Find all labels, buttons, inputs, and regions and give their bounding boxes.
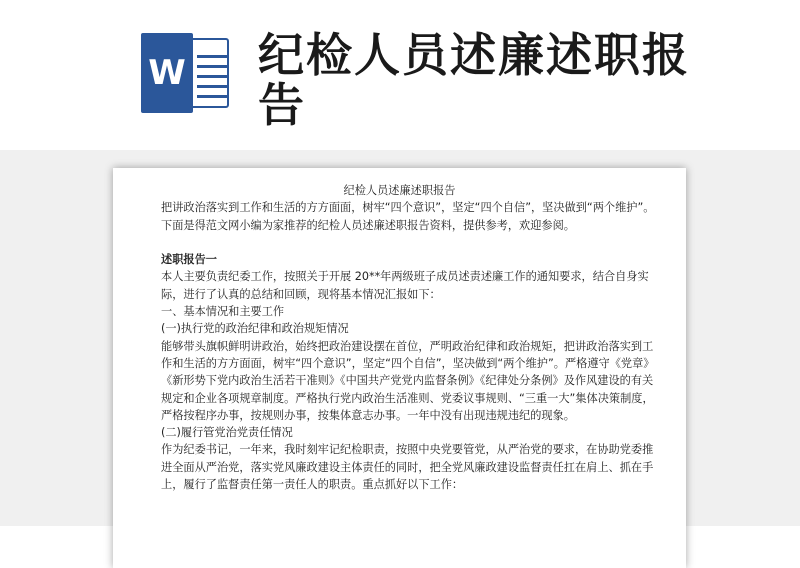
body-paragraph: 本人主要负责纪委工作，按照关于开展 20**年两级班子成员述责述廉工作的通知要求，结合自身实际，进行了认真的总结和回顾，现将基本情况汇报如下： xyxy=(161,270,649,301)
subheading: (二)履行管党治党责任情况 xyxy=(161,426,293,440)
doc-line-decoration xyxy=(197,65,227,68)
document-page xyxy=(113,168,686,568)
document-title: 纪检人员述廉述职报告 xyxy=(343,184,456,197)
body-paragraph: 能够带头旗帜鲜明讲政治，始终把政治建设摆在首位，严明政治纪律和政治规矩，把讲政治落实到工作和生活的方方面面，树牢“四个意识”，坚定“四个自信”，坚决做到“两个维护”。严格遵守《党章》《新形势下党内政治生活若干准则》《中国共产党党内监督条例》《纪律处分条例》及作风建设的有关规定和企业各项规章制度。严格执行党内政治生活准则、党委议事规则、“三重一大”集体决策制度，严格按程序办事，按规则办事，按集体意志办事。一年中没有出现违规违纪的现象。 xyxy=(161,339,655,422)
doc-line-decoration xyxy=(197,55,227,58)
subheading: (一)执行党的政治纪律和政治规矩情况 xyxy=(161,322,349,336)
doc-line-decoration xyxy=(197,85,227,88)
page-title: 纪检人员述廉述职报告 xyxy=(258,28,690,132)
word-doc-icon xyxy=(141,33,233,113)
blank-line xyxy=(161,234,664,251)
header xyxy=(0,0,800,150)
doc-line-decoration xyxy=(197,95,227,98)
subheading: 一、基本情况和主要工作 xyxy=(161,305,285,319)
document-preview-area xyxy=(0,150,800,526)
word-badge: W xyxy=(141,33,193,113)
intro-paragraph: 把讲政治落实到工作和生活的方方面面，树牢“四个意识”，坚定“四个自信”，坚决做到“两个维护”。下面是得范文网小编为家推荐的纪检人员述廉述职报告资料，提供参考，欢迎参阅。 xyxy=(161,201,655,232)
body-paragraph: 作为纪委书记，一年来，我时刻牢记纪检职责，按照中央党要管党，从严治党的要求，在协助党委推进全面从严治党，落实党风廉政建设主体责任的同时，把全党风廉政建设监督责任扛在肩上、抓在手上，履行了监督责任第一责任人的职责。重点抓好以下工作： xyxy=(161,443,654,492)
doc-line-decoration xyxy=(197,75,227,78)
section-heading: 述职报告一 xyxy=(161,253,217,267)
